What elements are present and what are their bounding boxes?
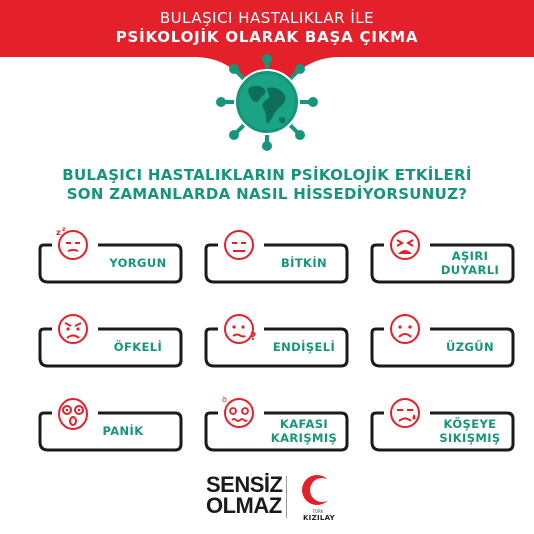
- virus-globe-icon: [207, 52, 327, 152]
- logo-name-text: KIZILAY: [302, 514, 336, 522]
- brand-line2: OLMAZ: [206, 493, 282, 518]
- exhausted-face-icon: [220, 226, 258, 264]
- svg-text:ꝺ: ꝺ: [222, 395, 227, 404]
- feeling-label: PANİK: [102, 424, 144, 438]
- sensiz-olmaz-logo: [206, 474, 282, 516]
- feeling-label: YORGUN: [109, 256, 167, 270]
- feeling-label: ENDİŞELİ: [272, 340, 336, 354]
- angry-face-icon: [54, 310, 92, 348]
- feeling-card: [204, 242, 349, 284]
- feeling-label: ÜZGÜN: [445, 340, 495, 354]
- feeling-card: [370, 242, 515, 284]
- confused-face-icon: [220, 394, 258, 432]
- cornered-face-icon: [386, 394, 424, 432]
- feeling-card: [38, 410, 183, 452]
- feeling-card: [204, 326, 349, 368]
- feeling-label: KAFASI KARIŞMIŞ: [270, 417, 338, 445]
- feeling-card: [204, 395, 349, 452]
- sad-face-icon: [386, 310, 424, 348]
- question-line2: SON ZAMANLARDA NASIL HİSSEDİYORSUNUZ?: [66, 185, 468, 203]
- crying-face-icon: [386, 226, 424, 264]
- feeling-label: ÖFKELİ: [113, 340, 163, 354]
- footer-divider: [286, 476, 287, 518]
- brand-line1: SENSİZ: [206, 472, 283, 497]
- question-heading: [0, 166, 534, 204]
- sleepy-face-icon: [54, 226, 92, 264]
- svg-text:z: z: [62, 226, 66, 233]
- crescent-logo-icon: [296, 474, 338, 508]
- logo-small-text: TÜRK: [312, 509, 324, 514]
- feeling-card: [38, 326, 183, 368]
- feeling-label: BİTKİN: [280, 256, 328, 270]
- banner-title-line1: BULAŞICI HASTALIKLAR İLE: [159, 9, 375, 27]
- worried-face-icon: [220, 310, 258, 348]
- feeling-label: KÖŞEYE SIKIŞMIŞ: [439, 417, 501, 445]
- banner-title-line2: PSİKOLOJİK OLARAK BAŞA ÇIKMA: [115, 28, 419, 46]
- feeling-label: AŞIRI DUYARLI: [440, 249, 500, 277]
- question-line1: BULAŞICI HASTALIKLARIN PSİKOLOJİK ETKİLERİ: [62, 166, 472, 184]
- feeling-card: [370, 410, 515, 452]
- svg-text:?: ?: [250, 330, 257, 343]
- svg-text:z: z: [56, 228, 61, 237]
- feeling-card: [38, 226, 183, 284]
- feeling-card: [370, 326, 515, 368]
- panic-face-icon: [54, 394, 92, 432]
